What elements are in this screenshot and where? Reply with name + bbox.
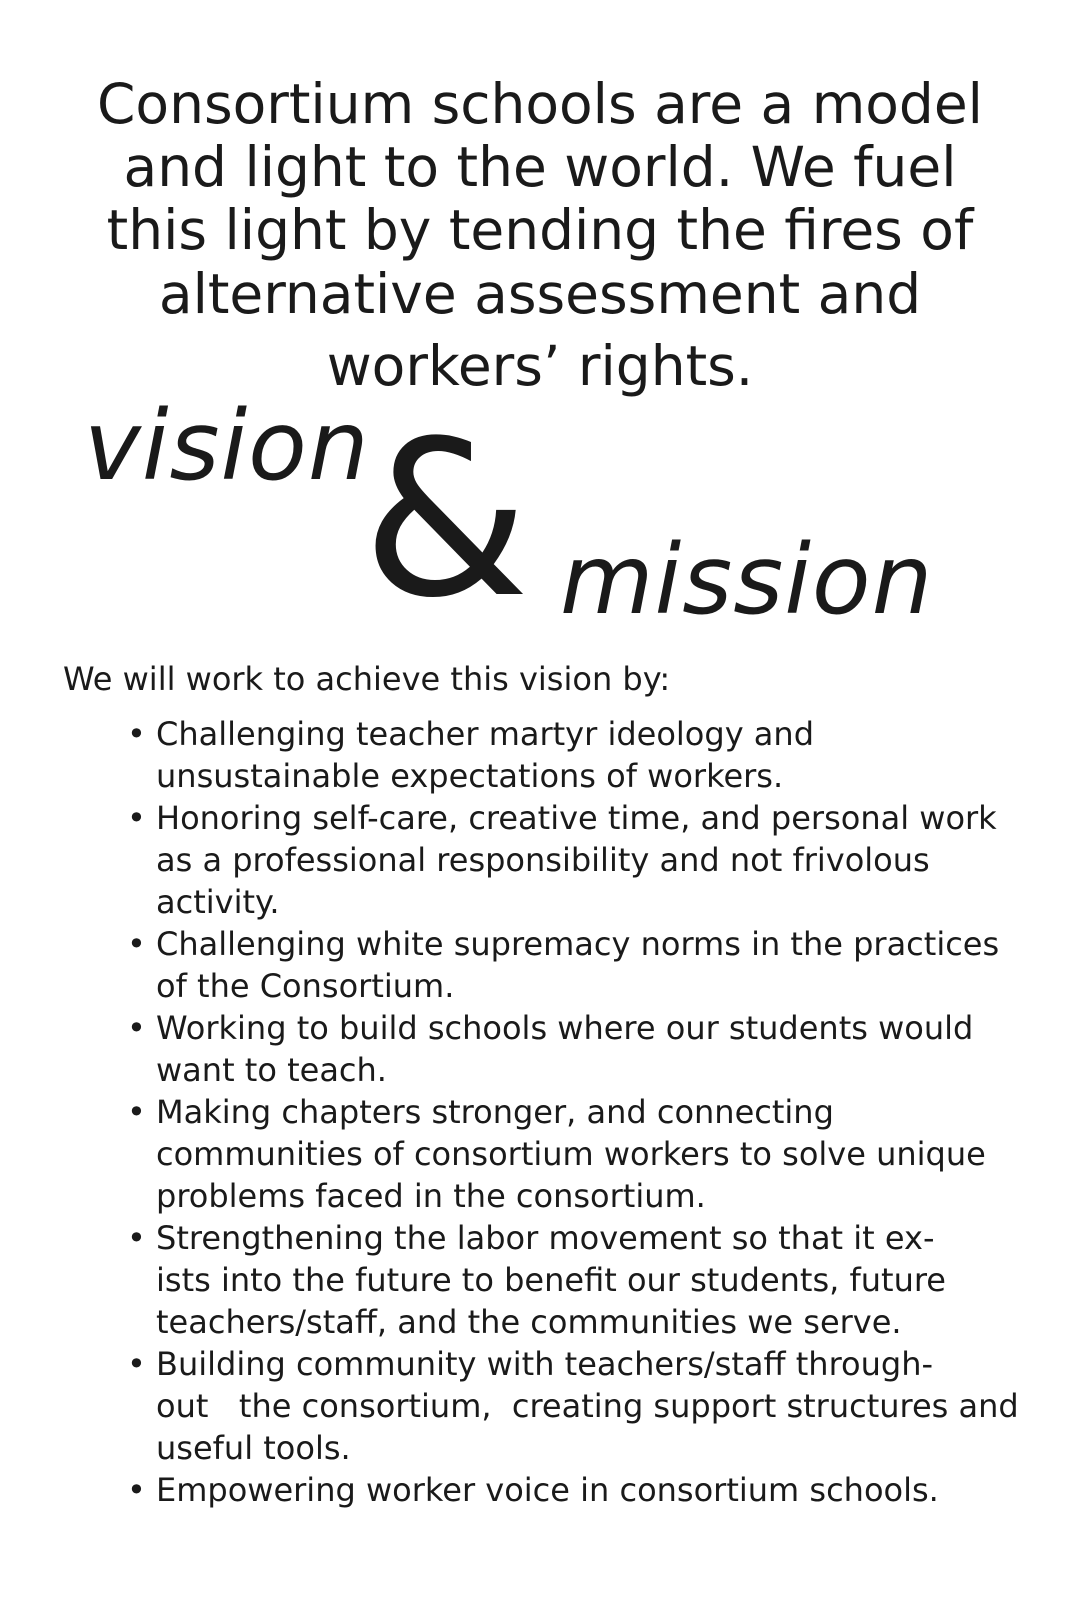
list-item-line: problems faced in the consortium.: [156, 1177, 706, 1215]
list-item: [125, 797, 1045, 923]
vision-statement-line-4: alternative assessment and: [158, 262, 922, 326]
list-item: [125, 1469, 1045, 1511]
bullet-icon: •: [127, 1093, 146, 1131]
list-item: [125, 1007, 1045, 1091]
list-item-line: Building community with teachers/staff through-: [156, 1345, 934, 1383]
list-item-line: want to teach.: [156, 1051, 387, 1089]
list-item: [125, 1343, 1045, 1469]
bullet-icon: •: [127, 715, 146, 753]
bullet-icon: •: [127, 1219, 146, 1257]
heading-vision: vision: [84, 390, 370, 502]
list-item-line: out the consortium, creating support structures and: [156, 1387, 1019, 1425]
list-item-line: as a professional responsibility and not frivolous: [156, 841, 930, 879]
bullet-icon: •: [127, 1471, 146, 1509]
list-item-line: Making chapters stronger, and connecting: [156, 1093, 834, 1131]
bullet-icon: •: [127, 799, 146, 837]
list-item: [125, 713, 1045, 797]
bullet-icon: •: [127, 1345, 146, 1383]
list-item-line: Challenging teacher martyr ideology and: [156, 715, 814, 753]
list-item-line: Empowering worker voice in consortium schools.: [156, 1471, 939, 1509]
list-item-line: teachers/staff, and the communities we serve.: [156, 1303, 902, 1341]
mission-bullet-list: [125, 713, 1045, 1511]
list-item-line: communities of consortium workers to solve unique: [156, 1135, 986, 1173]
vision-statement-line-1: Consortium schools are a model: [97, 72, 983, 136]
vision-statement-line-5: workers’ rights.: [326, 334, 754, 398]
heading-ampersand: &: [362, 394, 530, 645]
heading-mission: mission: [560, 524, 934, 636]
list-item-line: of the Consortium.: [156, 967, 455, 1005]
vision-statement-line-3: this light by tending the fires of: [106, 198, 974, 262]
bullet-icon: •: [127, 1009, 146, 1047]
list-item-line: Strengthening the labor movement so that it ex-: [156, 1219, 935, 1257]
list-item: [125, 923, 1045, 1007]
intro-text: We will work to achieve this vision by:: [63, 660, 671, 698]
list-item: [125, 1217, 1045, 1343]
list-item-line: ists into the future to benefit our students, future: [156, 1261, 946, 1299]
list-item-line: useful tools.: [156, 1429, 351, 1467]
bullet-icon: •: [127, 925, 146, 963]
list-item: [125, 1091, 1045, 1217]
list-item-line: activity.: [156, 883, 280, 921]
list-item-line: Working to build schools where our students would: [156, 1009, 974, 1047]
vision-statement-line-2: and light to the world. We fuel: [123, 135, 957, 199]
list-item-line: unsustainable expectations of workers.: [156, 757, 784, 795]
list-item-line: Challenging white supremacy norms in the practices: [156, 925, 1000, 963]
list-item-line: Honoring self-care, creative time, and personal work: [156, 799, 997, 837]
